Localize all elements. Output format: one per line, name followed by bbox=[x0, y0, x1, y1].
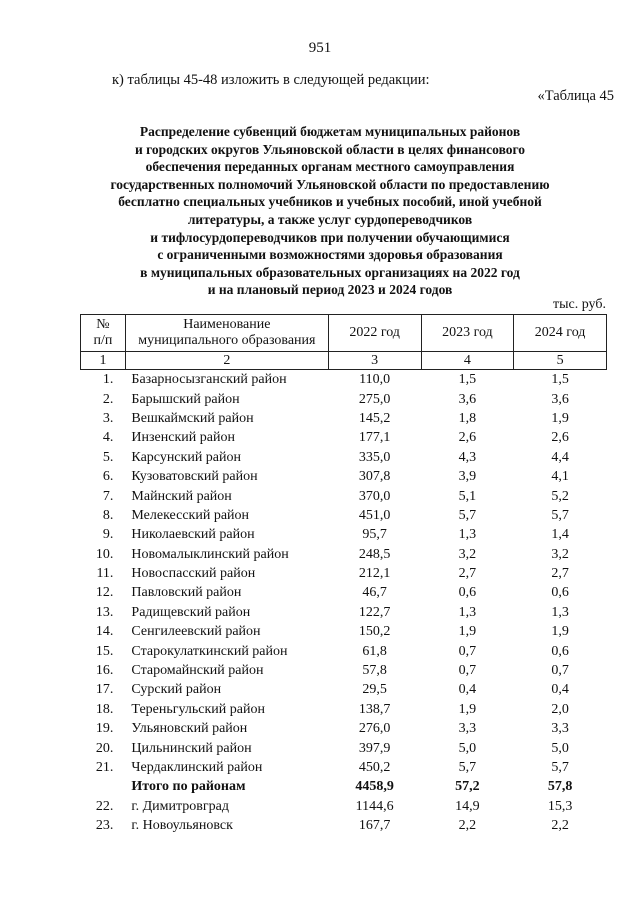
subvention-table bbox=[80, 314, 607, 835]
row-number: 12. bbox=[95, 585, 114, 601]
value-2022: 177,1 bbox=[358, 430, 391, 446]
value-2022: 95,7 bbox=[362, 527, 387, 543]
row-number bbox=[81, 777, 126, 796]
municipality-name: Базарносызганский район bbox=[131, 372, 287, 388]
value-2022: 275,0 bbox=[358, 391, 391, 407]
value-2024: 2,2 bbox=[551, 818, 569, 834]
document-title bbox=[60, 123, 600, 299]
page-number: 951 bbox=[308, 40, 332, 56]
units-label: тыс. руб. bbox=[553, 297, 606, 312]
table-row bbox=[81, 758, 607, 777]
value-2023: 2,6 bbox=[458, 430, 477, 446]
table-row bbox=[81, 467, 607, 486]
row-number: 13. bbox=[95, 604, 114, 620]
municipality-name: Старокулаткинский район bbox=[131, 643, 288, 659]
table-row bbox=[81, 370, 607, 390]
value-2022: 110,0 bbox=[359, 372, 391, 388]
value-2024: 5,0 bbox=[551, 740, 569, 756]
row-number: 6. bbox=[102, 469, 114, 485]
value-2022: 61,8 bbox=[362, 643, 387, 659]
table-row bbox=[81, 486, 607, 505]
table-index-row bbox=[81, 352, 607, 370]
municipality-name: Старомайнский район bbox=[131, 663, 264, 679]
table-row bbox=[81, 797, 607, 816]
row-number: 4. bbox=[102, 430, 114, 446]
table-header-row bbox=[81, 315, 607, 352]
index-cell: 1 bbox=[81, 352, 126, 370]
value-2022: 212,1 bbox=[358, 566, 391, 582]
value-2022: 167,7 bbox=[358, 818, 391, 834]
value-2022: 1144,6 bbox=[355, 798, 394, 814]
table-row bbox=[81, 409, 607, 428]
value-2022: 150,2 bbox=[358, 624, 391, 640]
value-2022: 138,7 bbox=[358, 701, 391, 717]
value-2023: 5,0 bbox=[458, 740, 477, 756]
row-number: 2. bbox=[102, 391, 114, 407]
table-row bbox=[81, 622, 607, 641]
index-cell: 5 bbox=[514, 352, 607, 370]
table-row bbox=[81, 661, 607, 680]
value-2022: 397,9 bbox=[358, 740, 391, 756]
value-2022: 57,8 bbox=[362, 663, 387, 679]
value-2023: 57,2 bbox=[455, 779, 480, 795]
value-2023: 1,9 bbox=[458, 701, 477, 717]
value-2023: 5,7 bbox=[458, 507, 477, 523]
row-number: 23. bbox=[95, 818, 114, 834]
value-2023: 3,2 bbox=[458, 546, 477, 562]
value-2023: 1,9 bbox=[458, 624, 477, 640]
table-row bbox=[81, 583, 607, 602]
value-2022: 276,0 bbox=[358, 721, 391, 737]
value-2022: 335,0 bbox=[358, 449, 391, 465]
value-2022: 46,7 bbox=[362, 585, 387, 601]
value-2024: 1,9 bbox=[551, 624, 569, 640]
value-2022: 4458,9 bbox=[355, 779, 394, 795]
value-2024: 2,7 bbox=[551, 566, 569, 582]
title-line: государственных полномочий Ульяновской области по предоставлению bbox=[110, 176, 550, 192]
row-number: 18. bbox=[95, 701, 114, 717]
header-2023: 2023 год bbox=[421, 315, 514, 352]
table-body bbox=[81, 370, 607, 836]
municipality-name: Итого по районам bbox=[131, 779, 246, 795]
value-2024: 1,9 bbox=[551, 410, 569, 426]
value-2022: 451,0 bbox=[358, 507, 391, 523]
value-2022: 145,2 bbox=[358, 410, 391, 426]
value-2022: 248,5 bbox=[358, 546, 391, 562]
row-number: 22. bbox=[95, 798, 114, 814]
value-2023: 2,2 bbox=[458, 818, 477, 834]
municipality-name: Барышский район bbox=[131, 391, 240, 407]
value-2024: 4,1 bbox=[551, 469, 569, 485]
value-2022: 370,0 bbox=[358, 488, 391, 504]
row-number: 10. bbox=[95, 546, 114, 562]
value-2024: 3,3 bbox=[551, 721, 569, 737]
municipality-name: Ульяновский район bbox=[131, 721, 248, 737]
header-name-line2: муниципального образования bbox=[138, 333, 316, 348]
value-2022: 122,7 bbox=[358, 604, 391, 620]
header-num-line2: п/п bbox=[93, 333, 113, 348]
index-cell: 2 bbox=[125, 352, 328, 370]
table-row bbox=[81, 816, 607, 835]
header-num-line1: № bbox=[96, 317, 110, 332]
header-name-line1: Наименование bbox=[183, 317, 271, 332]
value-2023: 0,7 bbox=[458, 643, 477, 659]
municipality-name: Кузоватовский район bbox=[131, 469, 258, 485]
value-2023: 1,3 bbox=[458, 604, 477, 620]
municipality-name: Новоспасский район bbox=[131, 566, 256, 582]
value-2024: 0,6 bbox=[551, 585, 569, 601]
table-row bbox=[81, 738, 607, 757]
row-number: 20. bbox=[95, 740, 114, 756]
row-number: 15. bbox=[95, 643, 114, 659]
title-line: и на плановый период 2023 и 2024 годов bbox=[207, 282, 453, 298]
index-cell: 4 bbox=[421, 352, 514, 370]
municipality-name: Тереньгульский район bbox=[131, 701, 265, 717]
title-line: и тифлосурдопереводчиков при получении обучающимися bbox=[150, 229, 510, 245]
table-row bbox=[81, 506, 607, 525]
value-2024: 1,3 bbox=[551, 604, 569, 620]
row-number: 11. bbox=[96, 566, 114, 582]
value-2024: 0,4 bbox=[551, 682, 569, 698]
title-line: Распределение субвенций бюджетам муниципальных районов bbox=[139, 124, 521, 139]
row-number: 3. bbox=[102, 410, 114, 426]
row-number: 17. bbox=[95, 682, 114, 698]
municipality-name: Сенгилеевский район bbox=[131, 624, 261, 640]
value-2023: 3,6 bbox=[458, 391, 477, 407]
table-label: «Таблица 45 bbox=[537, 88, 614, 104]
subtotal-row bbox=[81, 777, 607, 796]
table-row bbox=[81, 564, 607, 583]
header-name bbox=[125, 315, 328, 352]
value-2023: 1,8 bbox=[458, 410, 477, 426]
value-2024: 5,7 bbox=[551, 507, 569, 523]
row-number: 21. bbox=[95, 760, 114, 775]
value-2022: 307,8 bbox=[358, 469, 391, 485]
row-number: 19. bbox=[95, 721, 114, 737]
value-2024: 1,5 bbox=[551, 372, 569, 388]
municipality-name: Майнский район bbox=[131, 488, 232, 504]
intro-text: к) таблицы 45-48 изложить в следующей редакции: bbox=[112, 72, 430, 88]
value-2023: 3,9 bbox=[458, 469, 477, 485]
municipality-name: Радищевский район bbox=[131, 604, 251, 620]
municipality-name: Павловский район bbox=[131, 585, 242, 601]
value-2024: 5,7 bbox=[551, 760, 569, 775]
municipality-name: Карсунский район bbox=[131, 449, 242, 465]
municipality-name: Инзенский район bbox=[131, 430, 235, 446]
table-row bbox=[81, 448, 607, 467]
municipality-name: Чердаклинский район bbox=[131, 760, 263, 775]
title-line: бесплатно специальных учебников и учебных пособий, иной учебной bbox=[118, 194, 542, 210]
title-line: в муниципальных образовательных организациях на 2022 год bbox=[140, 264, 520, 280]
value-2023: 14,9 bbox=[455, 798, 480, 814]
index-cell: 3 bbox=[328, 352, 421, 370]
row-number: 16. bbox=[95, 663, 114, 679]
municipality-name: Николаевский район bbox=[131, 527, 255, 543]
title-line: с ограниченными возможностями здоровья образования bbox=[157, 247, 503, 263]
row-number: 14. bbox=[95, 624, 114, 640]
municipality-name: Мелекесский район bbox=[131, 507, 250, 523]
value-2023: 2,7 bbox=[458, 566, 477, 582]
value-2024: 0,6 bbox=[551, 643, 569, 659]
row-number: 1. bbox=[102, 372, 114, 388]
table-row bbox=[81, 389, 607, 408]
value-2024: 57,8 bbox=[547, 779, 573, 795]
header-num bbox=[81, 315, 126, 352]
table-row bbox=[81, 603, 607, 622]
value-2023: 5,7 bbox=[458, 760, 477, 775]
value-2024: 2,6 bbox=[551, 430, 569, 446]
municipality-name: Вешкаймский район bbox=[131, 410, 254, 426]
table-row bbox=[81, 525, 607, 544]
value-2024: 3,6 bbox=[551, 391, 569, 407]
table-row bbox=[81, 680, 607, 699]
municipality-name: Новомалыклинский район bbox=[131, 546, 289, 562]
row-number: 9. bbox=[102, 527, 114, 543]
value-2024: 4,4 bbox=[551, 449, 569, 465]
value-2023: 4,3 bbox=[458, 449, 477, 465]
value-2023: 1,5 bbox=[458, 372, 477, 388]
table-row bbox=[81, 545, 607, 564]
value-2024: 1,4 bbox=[551, 527, 569, 543]
value-2024: 2,0 bbox=[551, 701, 569, 717]
value-2022: 29,5 bbox=[362, 682, 387, 698]
title-line: литературы, а также услуг сурдопереводчиков bbox=[187, 211, 473, 227]
value-2024: 3,2 bbox=[551, 546, 569, 562]
municipality-name: Сурский район bbox=[131, 682, 222, 698]
table-row bbox=[81, 428, 607, 447]
row-number: 5. bbox=[102, 449, 114, 465]
table-row bbox=[81, 641, 607, 660]
value-2023: 1,3 bbox=[458, 527, 477, 543]
header-2022: 2022 год bbox=[328, 315, 421, 352]
table-row bbox=[81, 700, 607, 719]
title-line: обеспечения переданных органам местного самоуправления bbox=[145, 159, 515, 175]
municipality-name: г. Новоульяновск bbox=[131, 818, 233, 834]
value-2023: 3,3 bbox=[458, 721, 477, 737]
header-2024: 2024 год bbox=[514, 315, 607, 352]
value-2024: 5,2 bbox=[551, 488, 569, 504]
municipality-name: г. Димитровград bbox=[131, 798, 229, 814]
table-row bbox=[81, 719, 607, 738]
row-number: 8. bbox=[102, 507, 114, 523]
value-2023: 5,1 bbox=[458, 488, 477, 504]
municipality-name: Цильнинский район bbox=[131, 740, 252, 756]
value-2023: 0,6 bbox=[458, 585, 477, 601]
title-line: и городских округов Ульяновской области в целях финансового bbox=[134, 141, 526, 157]
row-number: 7. bbox=[102, 488, 114, 504]
value-2024: 15,3 bbox=[547, 798, 573, 814]
value-2024: 0,7 bbox=[551, 663, 569, 679]
value-2023: 0,4 bbox=[458, 682, 477, 698]
value-2023: 0,7 bbox=[458, 663, 477, 679]
value-2022: 450,2 bbox=[358, 760, 391, 775]
